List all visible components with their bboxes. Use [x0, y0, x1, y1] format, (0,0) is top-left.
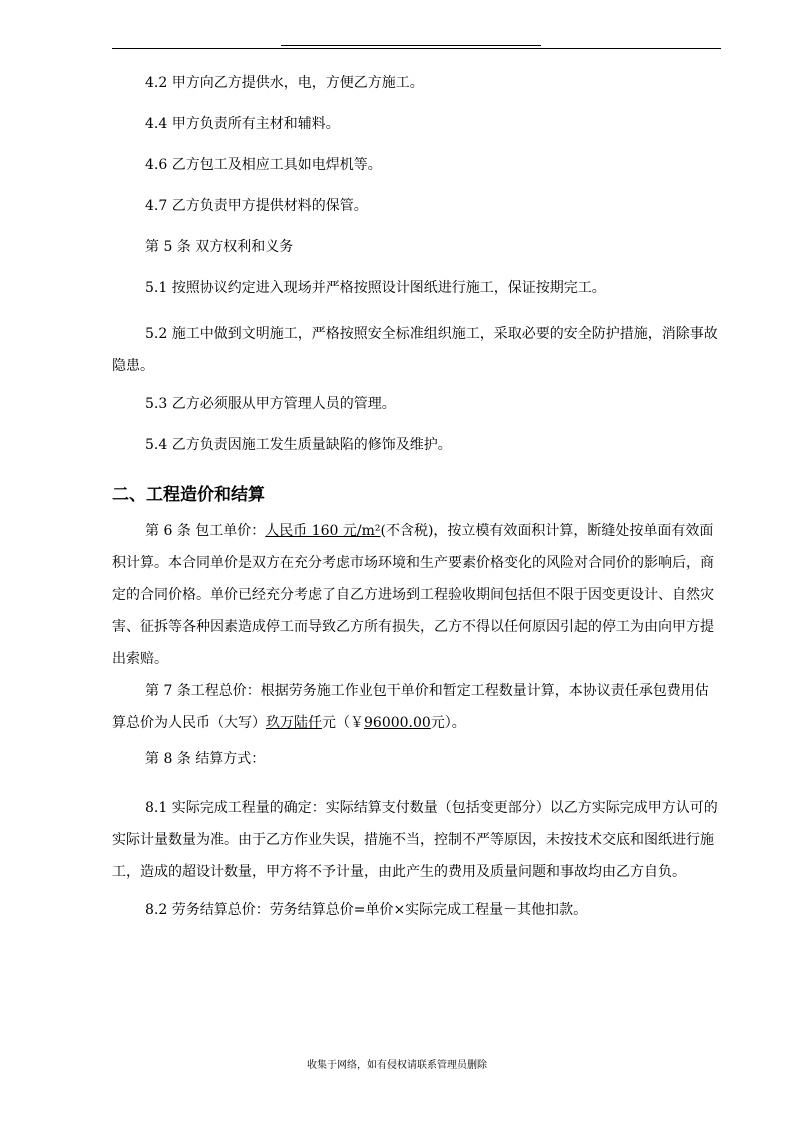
header-rule: [112, 48, 721, 49]
clause-8-1: 8.1 实际完成工程量的确定：实际结算支付数量（包括变更部分）以乙方实际完成甲方认可的实际计量数量为准。由于乙方作业失误，措施不当，控制不严等原因，未按技术交底和图纸进行施工，造成的超设计数量，甲方将不予计量，由此产生的费用及质量问题和事故均由乙方自负。: [112, 800, 718, 880]
section-heading: 二、工程造价和结算: [112, 485, 265, 505]
document-body: [112, 72, 722, 921]
article-6-prefix: 第 6 条 包工单价：: [145, 523, 266, 539]
clause-4-7: 4.7 乙方负责甲方提供材料的保管。: [145, 198, 368, 214]
clause-4-6: 4.6 乙方包工及相应工具如电焊机等。: [145, 157, 382, 173]
article-7: [112, 675, 722, 739]
clause-4-2: 4.2 甲方向乙方提供水，电，方便乙方施工。: [145, 75, 424, 91]
footer-note: 收集于网络，如有侵权请联系管理员删除: [307, 1060, 487, 1071]
clause-5-4: 5.4 乙方负责因施工发生质量缺陷的修饰及维护。: [145, 437, 452, 453]
clause-5-1: 5.1 按照协议约定进入现场并严格按照设计图纸进行施工，保证按期完工。: [145, 280, 606, 296]
clause-8-2: 8.2 劳务结算总价：劳务结算总价=单价×实际完成工程量－其他扣款。: [145, 902, 588, 918]
article-8-title: 第 8 条 结算方式：: [145, 751, 266, 767]
clause-4-4: 4.4 甲方负责所有主材和辅料。: [145, 116, 340, 132]
clause-5-2: 5.2 施工中做到文明施工，严格按照安全标准组织施工，采取必要的安全防护措施，消除事故隐患。: [112, 326, 718, 374]
article-6-text: (不含税)，按立模有效面积计算，断缝处按单面有效面积计算。本合同单价是双方在充分考虑市场环境和生产要素价格变化的风险对合同价的影响后，商定的合同价格。单价已经充分考虑了自乙方进场到工程验收期间包括但不限于因变更设计、自然灾害、征拆等各种因素造成停工而导致乙方所有损失，乙方不得以任何原因引起的停工为由向甲方提出索赔。: [112, 523, 714, 667]
article-7-mid: 元（￥: [322, 715, 364, 731]
article-7-prefix: 第 7 条工程总价：根据劳务施工作业包干单价和暂定工程数量计算，本协议责任承包费用估算总价为人民币（大写）: [112, 683, 709, 731]
article-5-title: 第 5 条 双方权利和义务: [145, 239, 294, 255]
total-amount-words: 玖万陆仟: [266, 715, 322, 731]
unit-price: 人民币 160 元/m²: [265, 523, 381, 539]
total-amount-number: 96000.00: [364, 715, 431, 731]
article-7-suffix: 元）。: [430, 715, 466, 731]
header-rule-short: [281, 45, 541, 46]
article-6: [112, 515, 722, 675]
clause-5-3: 5.3 乙方必须服从甲方管理人员的管理。: [145, 396, 396, 412]
